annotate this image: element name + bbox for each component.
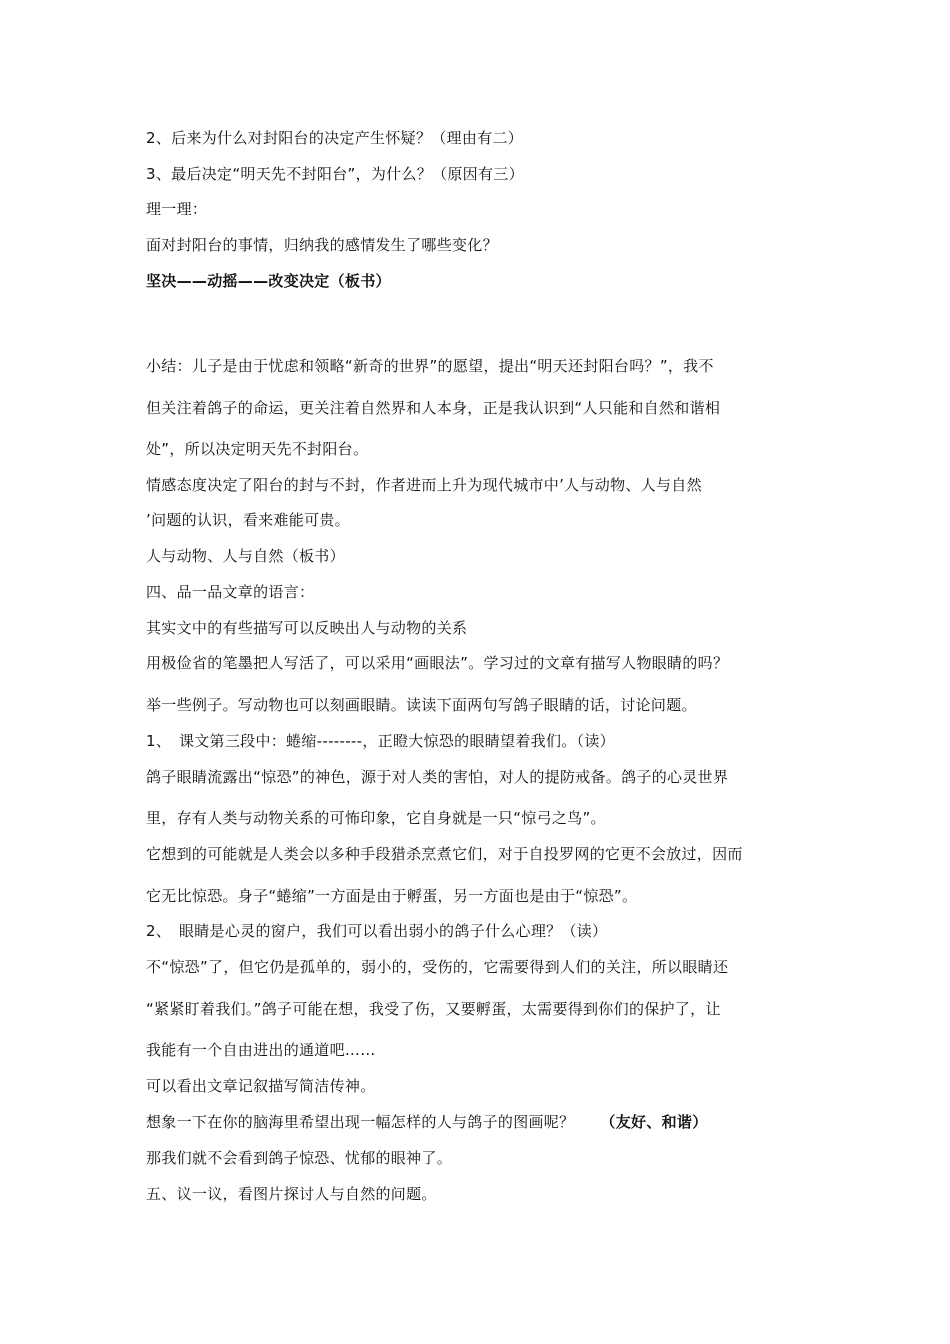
relation-sentence: 其实文中的有些描写可以反映出人与动物的关系: [146, 619, 468, 637]
concise-line: 可以看出文章记叙描写简洁传神。: [146, 1077, 376, 1095]
attitude-line-1: 情感态度决定了阳台的封与不封，作者进而上升为现代城市中’人与动物、人与自然: [146, 476, 702, 494]
summary-line-2: 但关注着鸽子的命运，更关注着自然界和人本身，正是我认识到“人只能和自然和谐相: [146, 399, 721, 417]
lonely-line-2: “紧紧盯着我们。”鸽子可能在想，我受了伤，又要孵蛋，太需要得到你们的保护了，让: [146, 1000, 721, 1018]
lonely-line-3: 我能有一个自由进出的通道吧……: [146, 1041, 376, 1059]
question-2: 2、后来为什么对封阳台的决定产生怀疑？（理由有二）: [146, 129, 524, 147]
item-1: 1、 课文第三段中：蜷缩--------，正瞪大惊恐的眼睛望着我们。（读）: [146, 732, 615, 750]
section-4-heading: 四、品一品文章的语言：: [146, 583, 315, 601]
item-2: 2、 眼睛是心灵的窗户，我们可以看出弱小的鸽子什么心理？（读）: [146, 922, 608, 940]
lonely-line-1: 不“惊恐”了，但它仍是孤单的，弱小的，受伤的，它需要得到人们的关注，所以眼睛还: [146, 958, 729, 976]
feeling-change-board: 坚决——动摇——改变决定（板书）: [146, 272, 391, 290]
conclusion-line: 那我们就不会看到鸽子惊恐、忧郁的眼神了。: [146, 1149, 453, 1167]
summary-line-1: 小结：儿子是由于忧虑和领略“新奇的世界”的愿望，提出“明天还封阳台吗？”，我不: [146, 357, 714, 375]
sort-heading: 理一理：: [146, 200, 208, 218]
pigeon-eyes-line-1: 鸽子眼睛流露出“惊恐”的神色，源于对人类的害怕，对人的提防戒备。鸽子的心灵世界: [146, 768, 729, 786]
fear-line-1: 它想到的可能就是人类会以多种手段猎杀烹煮它们，对于自投罗网的它更不会放过，因而: [146, 845, 743, 863]
feeling-question: 面对封阳台的事情，归纳我的感情发生了哪些变化？: [146, 236, 498, 254]
eye-method-line-2: 举一些例子。写动物也可以刻画眼睛。读读下面两句写鸽子眼睛的话，讨论问题。: [146, 696, 697, 714]
pigeon-eyes-line-2: 里，存有人类与动物关系的可怖印象，它自身就是一只“惊弓之鸟”。: [146, 809, 606, 827]
summary-line-3: 处”，所以决定明天先不封阳台。: [146, 440, 369, 458]
eye-method-line-1: 用极俭省的笔墨把人写活了，可以采用“画眼法”。学习过的文章有描写人物眼睛的吗？: [146, 654, 729, 672]
board-human-nature: 人与动物、人与自然（板书）: [146, 547, 345, 565]
question-3: 3、最后决定“明天先不封阳台”，为什么？（原因有三）: [146, 165, 524, 183]
imagine-answer: （友好、和谐）: [600, 1113, 708, 1131]
attitude-line-2: ’问题的认识，看来难能可贵。: [146, 511, 350, 529]
fear-line-2: 它无比惊恐。身子“蜷缩”一方面是由于孵蛋，另一方面也是由于“惊恐”。: [146, 887, 638, 905]
imagine-text: 想象一下在你的脑海里希望出现一幅怎样的人与鸽子的图画呢？: [146, 1113, 575, 1131]
imagine-line: [146, 1112, 708, 1132]
section-5-heading: 五、议一议，看图片探讨人与自然的问题。: [146, 1185, 437, 1203]
